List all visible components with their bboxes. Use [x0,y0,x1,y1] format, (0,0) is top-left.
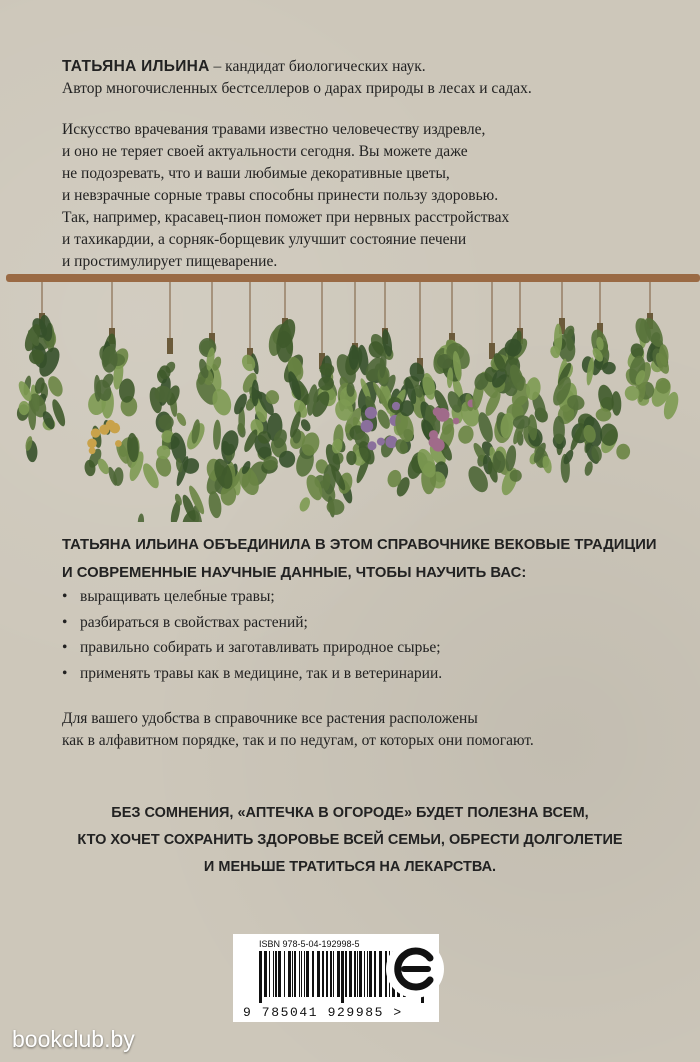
barcode-bar [292,951,293,997]
intro-line: и невзрачные сорные травы способны принести пользу здоровью. [62,187,499,204]
author-block [62,56,532,100]
barcode-bar [341,951,344,1003]
herb-bunch [180,333,242,522]
barcode-bar [278,951,281,997]
herb-bunches [16,313,681,522]
wooden-rod [6,274,700,282]
author-name: ТАТЬЯНА ИЛЬИНА [62,58,210,75]
barcode-bar [273,951,274,997]
intro-line: не подозревать, что и ваши любимые декоративные цветы, [62,165,450,182]
herb-bunch [16,313,68,463]
barcode-bar [369,951,372,997]
eksmo-logo-icon [384,938,446,1000]
closing-line: И МЕНЬШЕ ТРАТИТЬСЯ НА ЛЕКАРСТВА. [203,859,497,875]
barcode-bar [357,951,358,997]
barcode-bar [359,951,362,997]
barcode-bar [322,951,324,997]
herb-bunch [211,348,275,498]
barcode-bar [367,951,368,997]
note-line: Для вашего удобства в справочнике все растения расположены [62,710,478,727]
barcode-bar [326,951,328,997]
bullet-item: • выращивать целебные травы; [62,584,442,610]
intro-line: Искусство врачевания травами известно человечеству издревле, [62,121,486,138]
author-title: – кандидат биологических наук. [209,58,426,75]
barcode-bar [299,951,300,997]
closing-line: БЕЗ СОМНЕНИЯ, «АПТЕЧКА В ОГОРОДЕ» БУДЕТ ПОЛЕЗНА ВСЕМ, [111,805,589,821]
barcode-bar [349,951,352,997]
barcode-bar [269,951,270,997]
barcode-bar [264,951,267,997]
author-line [62,56,532,78]
herb-bunch [623,313,681,421]
headline-line: ТАТЬЯНА ИЛЬИНА ОБЪЕДИНИЛА В ЭТОМ СПРАВОЧНИКЕ ВЕКОВЫЕ ТРАДИЦИИ [62,537,657,553]
intro-paragraph [62,119,622,273]
barcode-bar [275,951,277,997]
barcode-bar [301,951,302,997]
herb-bunch [568,323,630,466]
barcode-bar [345,951,347,997]
barcode-bar [333,951,334,997]
barcode-bar [259,951,262,1003]
author-bio: Автор многочисленных бестселлеров о дарах природы в лесах и садах. [62,80,532,97]
barcode-bar [374,951,376,997]
barcode-bar [379,951,382,997]
note-line: как в алфавитном порядке, так и по недугам, от которых они помогают. [62,732,534,749]
barcode-digits: 9 785041 929985 > [243,1005,403,1020]
barcode-bar [284,951,285,997]
intro-line: и тахикардии, а сорняк-борщевик улучшит состояние печени [62,231,467,248]
herb-bunch [84,328,147,487]
headline-line: И СОВРЕМЕННЫЕ НАУЧНЫЕ ДАННЫЕ, ЧТОБЫ НАУЧИТЬ ВАС: [62,565,527,581]
barcode-bar [294,951,296,997]
isbn-text: ISBN 978-5-04-192998-5 [259,939,360,949]
hanging-herbs-illustration [0,262,700,522]
closing-statement [0,800,700,881]
bullet-item: • применять травы как в медицине, так и в ветеринарии. [62,661,442,687]
watermark-site: bookclub.by [12,1026,135,1052]
bullet-item: • правильно собирать и заготавливать природное сырье; [62,635,442,661]
barcode-bar [317,951,320,997]
intro-line: и простимулирует пищеварение. [62,253,278,270]
barcode-bar [354,951,356,997]
headline [62,531,656,587]
bullet-list [62,584,442,686]
barcode-bar [288,951,291,997]
barcode-bar [306,951,309,997]
barcode-bar [364,951,365,997]
convenience-note [62,708,534,752]
intro-line: Так, например, красавец-пион поможет при нервных расстройствах [62,209,510,226]
intro-line: и оно не теряет своей актуальности сегодня. Вы можете даже [62,143,468,160]
barcode-bar [330,951,332,997]
barcode-bar [337,951,340,997]
barcode-bar [304,951,305,997]
barcode-bar [312,951,314,997]
closing-line: КТО ХОЧЕТ СОХРАНИТЬ ЗДОРОВЬЕ ВСЕЙ СЕМЬИ, ОБРЕСТИ ДОЛГОЛЕТИЕ [77,832,623,848]
bullet-item: • разбираться в свойствах растений; [62,610,442,636]
